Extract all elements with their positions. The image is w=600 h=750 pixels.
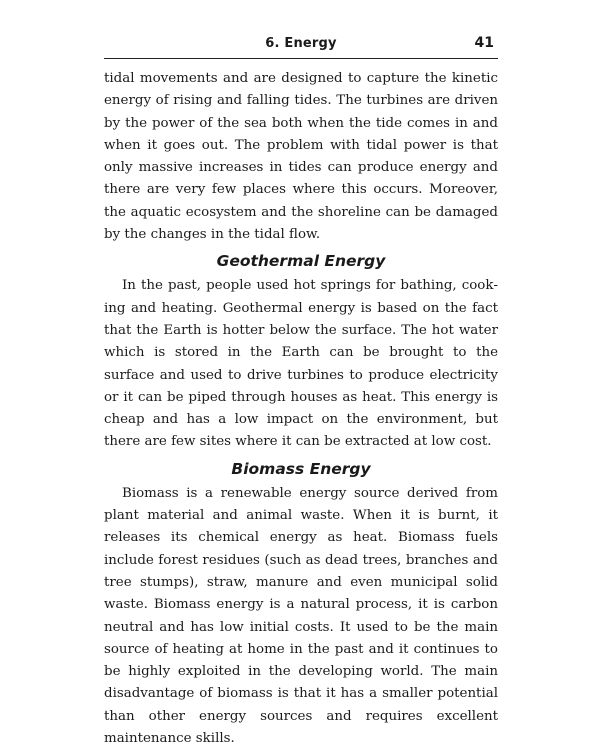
- running-head: 6. Energy: [265, 36, 337, 51]
- page-number: 41: [474, 35, 494, 51]
- geothermal-paragraph: In the past, people used hot springs for bathing, cooking and heating. Geothermal energy is based on the fact that the Earth is hotter below the surface. The hot water which is stored in the Earth can be brought to the surface and used to drive turbines to produce electricity or it can be piped through houses as heat. This energy is cheap and has a low impact on the environment, but there are few sites where it can be extracted at low cost.: [104, 278, 498, 450]
- page-header: [104, 32, 498, 59]
- section-heading-geothermal: Geothermal Energy: [216, 252, 386, 271]
- intro-paragraph: tidal movements and are designed to capture the kinetic energy of rising and falling tides. The turbines are driven by the power of the sea both when the tide comes in and when it goes out. The problem with tidal power is that only massive increases in tides can produce energy and there are very few places where this occurs. Moreover, the aquatic ecosystem and the shoreline can be damaged by the changes in the tidal flow.: [104, 71, 498, 243]
- page-body: [104, 68, 498, 750]
- section-heading-biomass: Biomass Energy: [231, 459, 371, 478]
- biomass-paragraph: Biomass is a renewable energy source derived from plant material and animal waste. When it is burnt, it releases its chemical energy as heat. Biomass fuels include forest residues (such as dead trees, branches and tree stumps), straw, manure and even municipal solid waste. Biomass energy is a natural process, it is carbon neutral and has low initial costs. It used to be the main source of heating at home in the past and it continues to be highly exploited in the developing world. The main disadvantage of biomass is that it has a smaller potential than other energy sources and requires excellent maintenance skills.: [104, 485, 498, 747]
